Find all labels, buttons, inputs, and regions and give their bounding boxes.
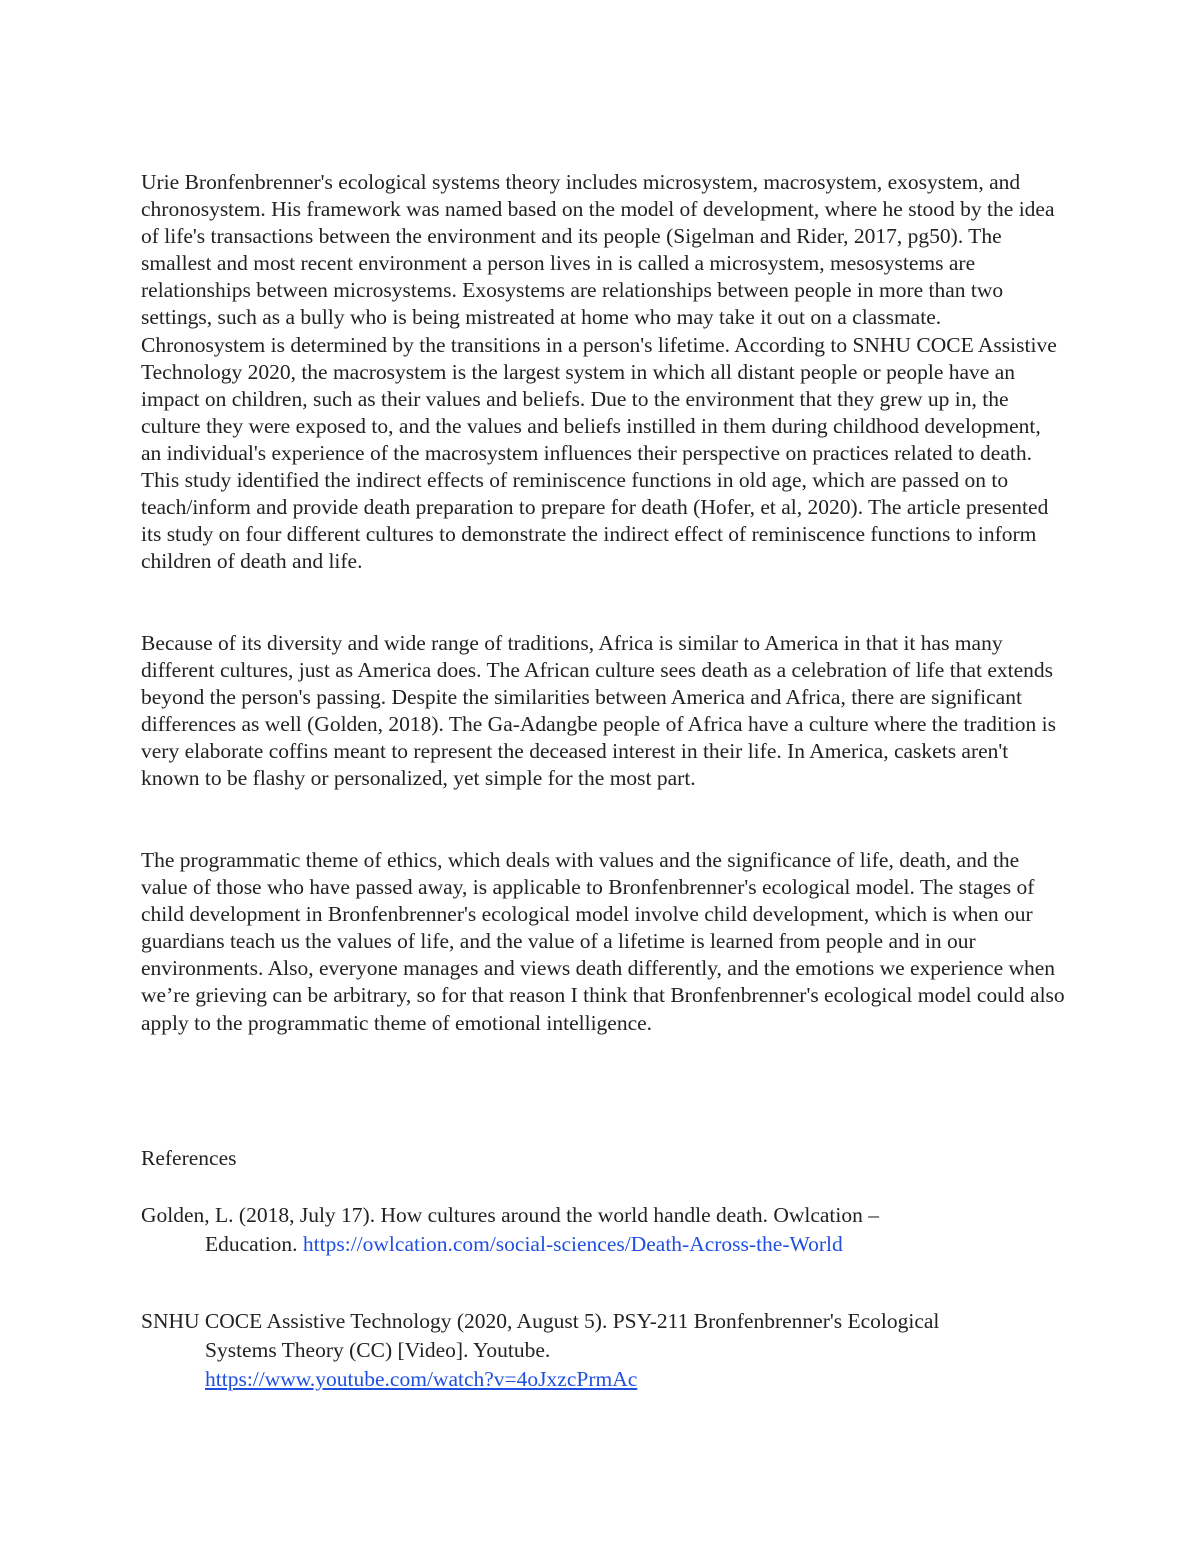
- paragraph-programmatic-theme: The programmatic theme of ethics, which deals with values and the significance of life, death, and the value of those who have passed away, is applicable to Bronfenbrenner's ecological model. The stages of child development in Bronfenbrenner's ecological model involve child development, which is when our guardians teach us the values of life, and the value of a lifetime is learned from people and in our environments. Also, everyone manages and views death differently, and the emotions we experience when we’re grieving can be arbitrary, so for that reason I think that Bronfenbrenner's ecological model could also apply to the programmatic theme of emotional intelligence.: [141, 848, 1065, 1035]
- reference-continuation-line: [141, 1230, 1041, 1259]
- reference-citation-line: Golden, L. (2018, July 17). How cultures around the world handle death. Owlcation –: [141, 1203, 880, 1227]
- reference-citation-line: SNHU COCE Assistive Technology (2020, August 5). PSY-211 Bronfenbrenner's Ecological: [141, 1309, 940, 1333]
- reference-link-line: [141, 1365, 1041, 1394]
- reference-golden: [141, 1201, 1041, 1259]
- paragraph-ecological-systems: Urie Bronfenbrenner's ecological systems theory includes microsystem, macrosystem, exosystem, and chronosystem. His framework was named based on the model of development, where he stood by the idea of life's transactions between the environment and its people (Sigelman and Rider, 2017, pg50). The smallest and most recent environment a person lives in is called a microsystem, mesosystems are relationships between microsystems. Exosystems are relationships between people in more than two settings, such as a bully who is being mistreated at home who may take it out on a classmate. Chronosystem is determined by the transitions in a person's lifetime. According to SNHU COCE Assistive Technology 2020, the macrosystem is the largest system in which all distant people or people have an impact on children, such as their values and beliefs. Due to the environment that they grew up in, the culture they were exposed to, and the values and beliefs instilled in them during childhood development, an individual's experience of the macrosystem influences their perspective on practices related to death. This study identified the indirect effects of reminiscence functions in old age, which are passed on to teach/inform and provide death preparation to prepare for death (Hofer, et al, 2020). The article presented its study on four different cultures to demonstrate the indirect effect of reminiscence functions to inform children of death and life.: [141, 170, 1057, 574]
- reference-source-text: Education.: [205, 1232, 303, 1256]
- reference-link-owlcation[interactable]: https://owlcation.com/social-sciences/Death-Across-the-World: [302, 1232, 843, 1256]
- paragraph-africa-america: Because of its diversity and wide range of traditions, Africa is similar to America in that it has many different cultures, just as America does. The African culture sees death as a celebration of life that extends beyond the person's passing. Despite the similarities between America and Africa, there are significant differences as well (Golden, 2018). The Ga-Adangbe people of Africa have a culture where the tradition is very elaborate coffins meant to represent the deceased interest in their life. In America, caskets aren't known to be flashy or personalized, yet simple for the most part.: [141, 631, 1056, 791]
- reference-link-youtube[interactable]: https://www.youtube.com/watch?v=4oJxzcPrmAc: [205, 1367, 638, 1391]
- reference-source-text: Systems Theory (CC) [Video]. Youtube.: [205, 1338, 551, 1362]
- references-heading: References: [141, 1146, 237, 1170]
- reference-snhu: [141, 1307, 1041, 1394]
